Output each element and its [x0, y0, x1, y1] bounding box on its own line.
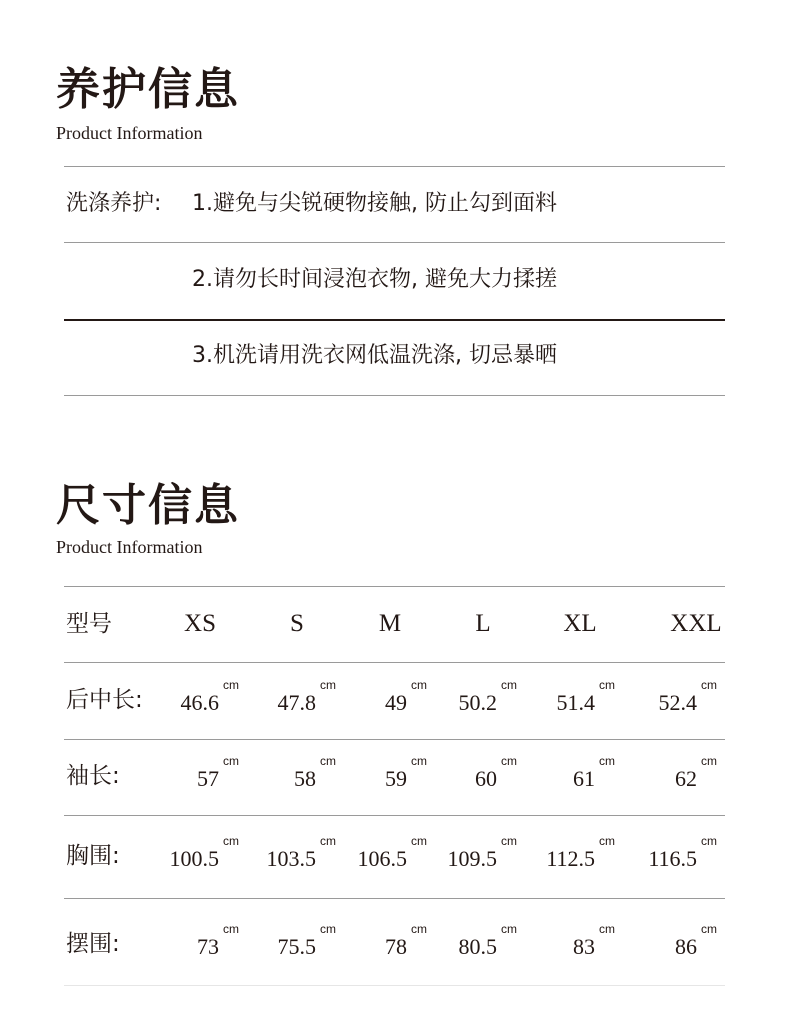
size-head-xs: XS — [184, 610, 216, 637]
size-row-length — [64, 670, 725, 730]
unit-label: cm — [501, 834, 517, 848]
size-cell — [435, 670, 525, 730]
size-row-hem — [64, 914, 725, 974]
unit-label: cm — [320, 834, 336, 848]
size-head-l: L — [475, 610, 491, 637]
care-line-1: 1.避免与尖锐硬物接触, 防止勾到面料 — [192, 191, 557, 216]
cell-value: 106.5 — [357, 846, 407, 871]
care-section-title: 养护信息 — [56, 64, 240, 115]
cell-value: 50.2 — [458, 690, 497, 715]
unit-label: cm — [701, 922, 717, 936]
cell-value: 61 — [573, 766, 595, 791]
cell-value: 62 — [675, 766, 697, 791]
size-cell — [435, 914, 525, 974]
unit-label: cm — [599, 834, 615, 848]
divider — [64, 815, 725, 816]
divider — [64, 242, 725, 243]
unit-label: cm — [223, 754, 239, 768]
cell-value: 57 — [197, 766, 219, 791]
size-cell — [157, 746, 247, 806]
cell-value: 109.5 — [447, 846, 497, 871]
cell-value: 46.6 — [180, 690, 219, 715]
care-row-3 — [64, 336, 725, 376]
unit-label: cm — [701, 754, 717, 768]
size-cell — [435, 826, 525, 886]
size-cell — [635, 670, 725, 730]
unit-label: cm — [501, 754, 517, 768]
unit-label: cm — [320, 922, 336, 936]
size-cell — [533, 670, 623, 730]
unit-label: cm — [411, 678, 427, 692]
cell-value: 73 — [197, 934, 219, 959]
cell-value: 100.5 — [169, 846, 219, 871]
unit-label: cm — [599, 678, 615, 692]
cell-value: 83 — [573, 934, 595, 959]
size-cell — [345, 746, 435, 806]
size-cell — [635, 914, 725, 974]
care-line-3: 3.机洗请用洗衣网低温洗涤, 切忌暴晒 — [192, 343, 557, 368]
care-section-subtitle: Product Information — [56, 123, 203, 143]
size-cell — [157, 826, 247, 886]
size-cell — [435, 746, 525, 806]
row-label: 摆围: — [66, 931, 120, 957]
care-label: 洗涤养护: — [66, 191, 162, 216]
size-cell — [254, 826, 344, 886]
care-row-1 — [64, 184, 725, 224]
size-head-s: S — [290, 610, 304, 637]
cell-value: 86 — [675, 934, 697, 959]
size-cell — [533, 826, 623, 886]
unit-label: cm — [599, 754, 615, 768]
unit-label: cm — [411, 834, 427, 848]
unit-label: cm — [701, 834, 717, 848]
size-cell — [533, 914, 623, 974]
unit-label: cm — [501, 678, 517, 692]
cell-value: 78 — [385, 934, 407, 959]
divider — [64, 739, 725, 740]
divider — [64, 662, 725, 663]
cell-value: 47.8 — [277, 690, 316, 715]
row-label: 袖长: — [66, 763, 120, 789]
size-cell — [635, 826, 725, 886]
row-label: 胸围: — [66, 843, 120, 869]
size-row-chest — [64, 826, 725, 886]
size-cell — [345, 914, 435, 974]
unit-label: cm — [411, 922, 427, 936]
unit-label: cm — [501, 922, 517, 936]
divider — [64, 586, 725, 587]
size-cell — [533, 746, 623, 806]
size-cell — [254, 914, 344, 974]
cell-value: 59 — [385, 766, 407, 791]
unit-label: cm — [411, 754, 427, 768]
size-cell — [345, 826, 435, 886]
divider — [64, 166, 725, 167]
size-cell — [254, 746, 344, 806]
size-header-label: 型号 — [66, 611, 112, 637]
divider — [64, 898, 725, 899]
size-head-xxl: XXL — [670, 610, 722, 637]
divider — [64, 319, 725, 321]
care-row-2 — [64, 260, 725, 300]
care-line-2: 2.请勿长时间浸泡衣物, 避免大力揉搓 — [192, 267, 557, 292]
cell-value: 52.4 — [658, 690, 697, 715]
cell-value: 103.5 — [266, 846, 316, 871]
size-cell — [157, 670, 247, 730]
cell-value: 60 — [475, 766, 497, 791]
unit-label: cm — [223, 834, 239, 848]
cell-value: 51.4 — [556, 690, 595, 715]
unit-label: cm — [320, 754, 336, 768]
row-label: 后中长: — [66, 687, 143, 713]
cell-value: 80.5 — [458, 934, 497, 959]
divider — [64, 985, 725, 986]
unit-label: cm — [223, 678, 239, 692]
size-head-m: M — [378, 610, 402, 637]
cell-value: 58 — [294, 766, 316, 791]
size-cell — [254, 670, 344, 730]
cell-value: 116.5 — [648, 846, 697, 871]
unit-label: cm — [599, 922, 615, 936]
unit-label: cm — [320, 678, 336, 692]
size-section-title: 尺寸信息 — [56, 480, 240, 531]
size-row-sleeve — [64, 746, 725, 806]
size-header-row — [64, 594, 725, 654]
size-section-subtitle: Product Information — [56, 537, 203, 557]
cell-value: 112.5 — [546, 846, 595, 871]
divider — [64, 395, 725, 396]
unit-label: cm — [223, 922, 239, 936]
size-head-xl: XL — [563, 610, 597, 637]
cell-value: 75.5 — [277, 934, 316, 959]
size-cell — [635, 746, 725, 806]
size-cell — [345, 670, 435, 730]
size-cell — [157, 914, 247, 974]
unit-label: cm — [701, 678, 717, 692]
cell-value: 49 — [385, 690, 407, 715]
